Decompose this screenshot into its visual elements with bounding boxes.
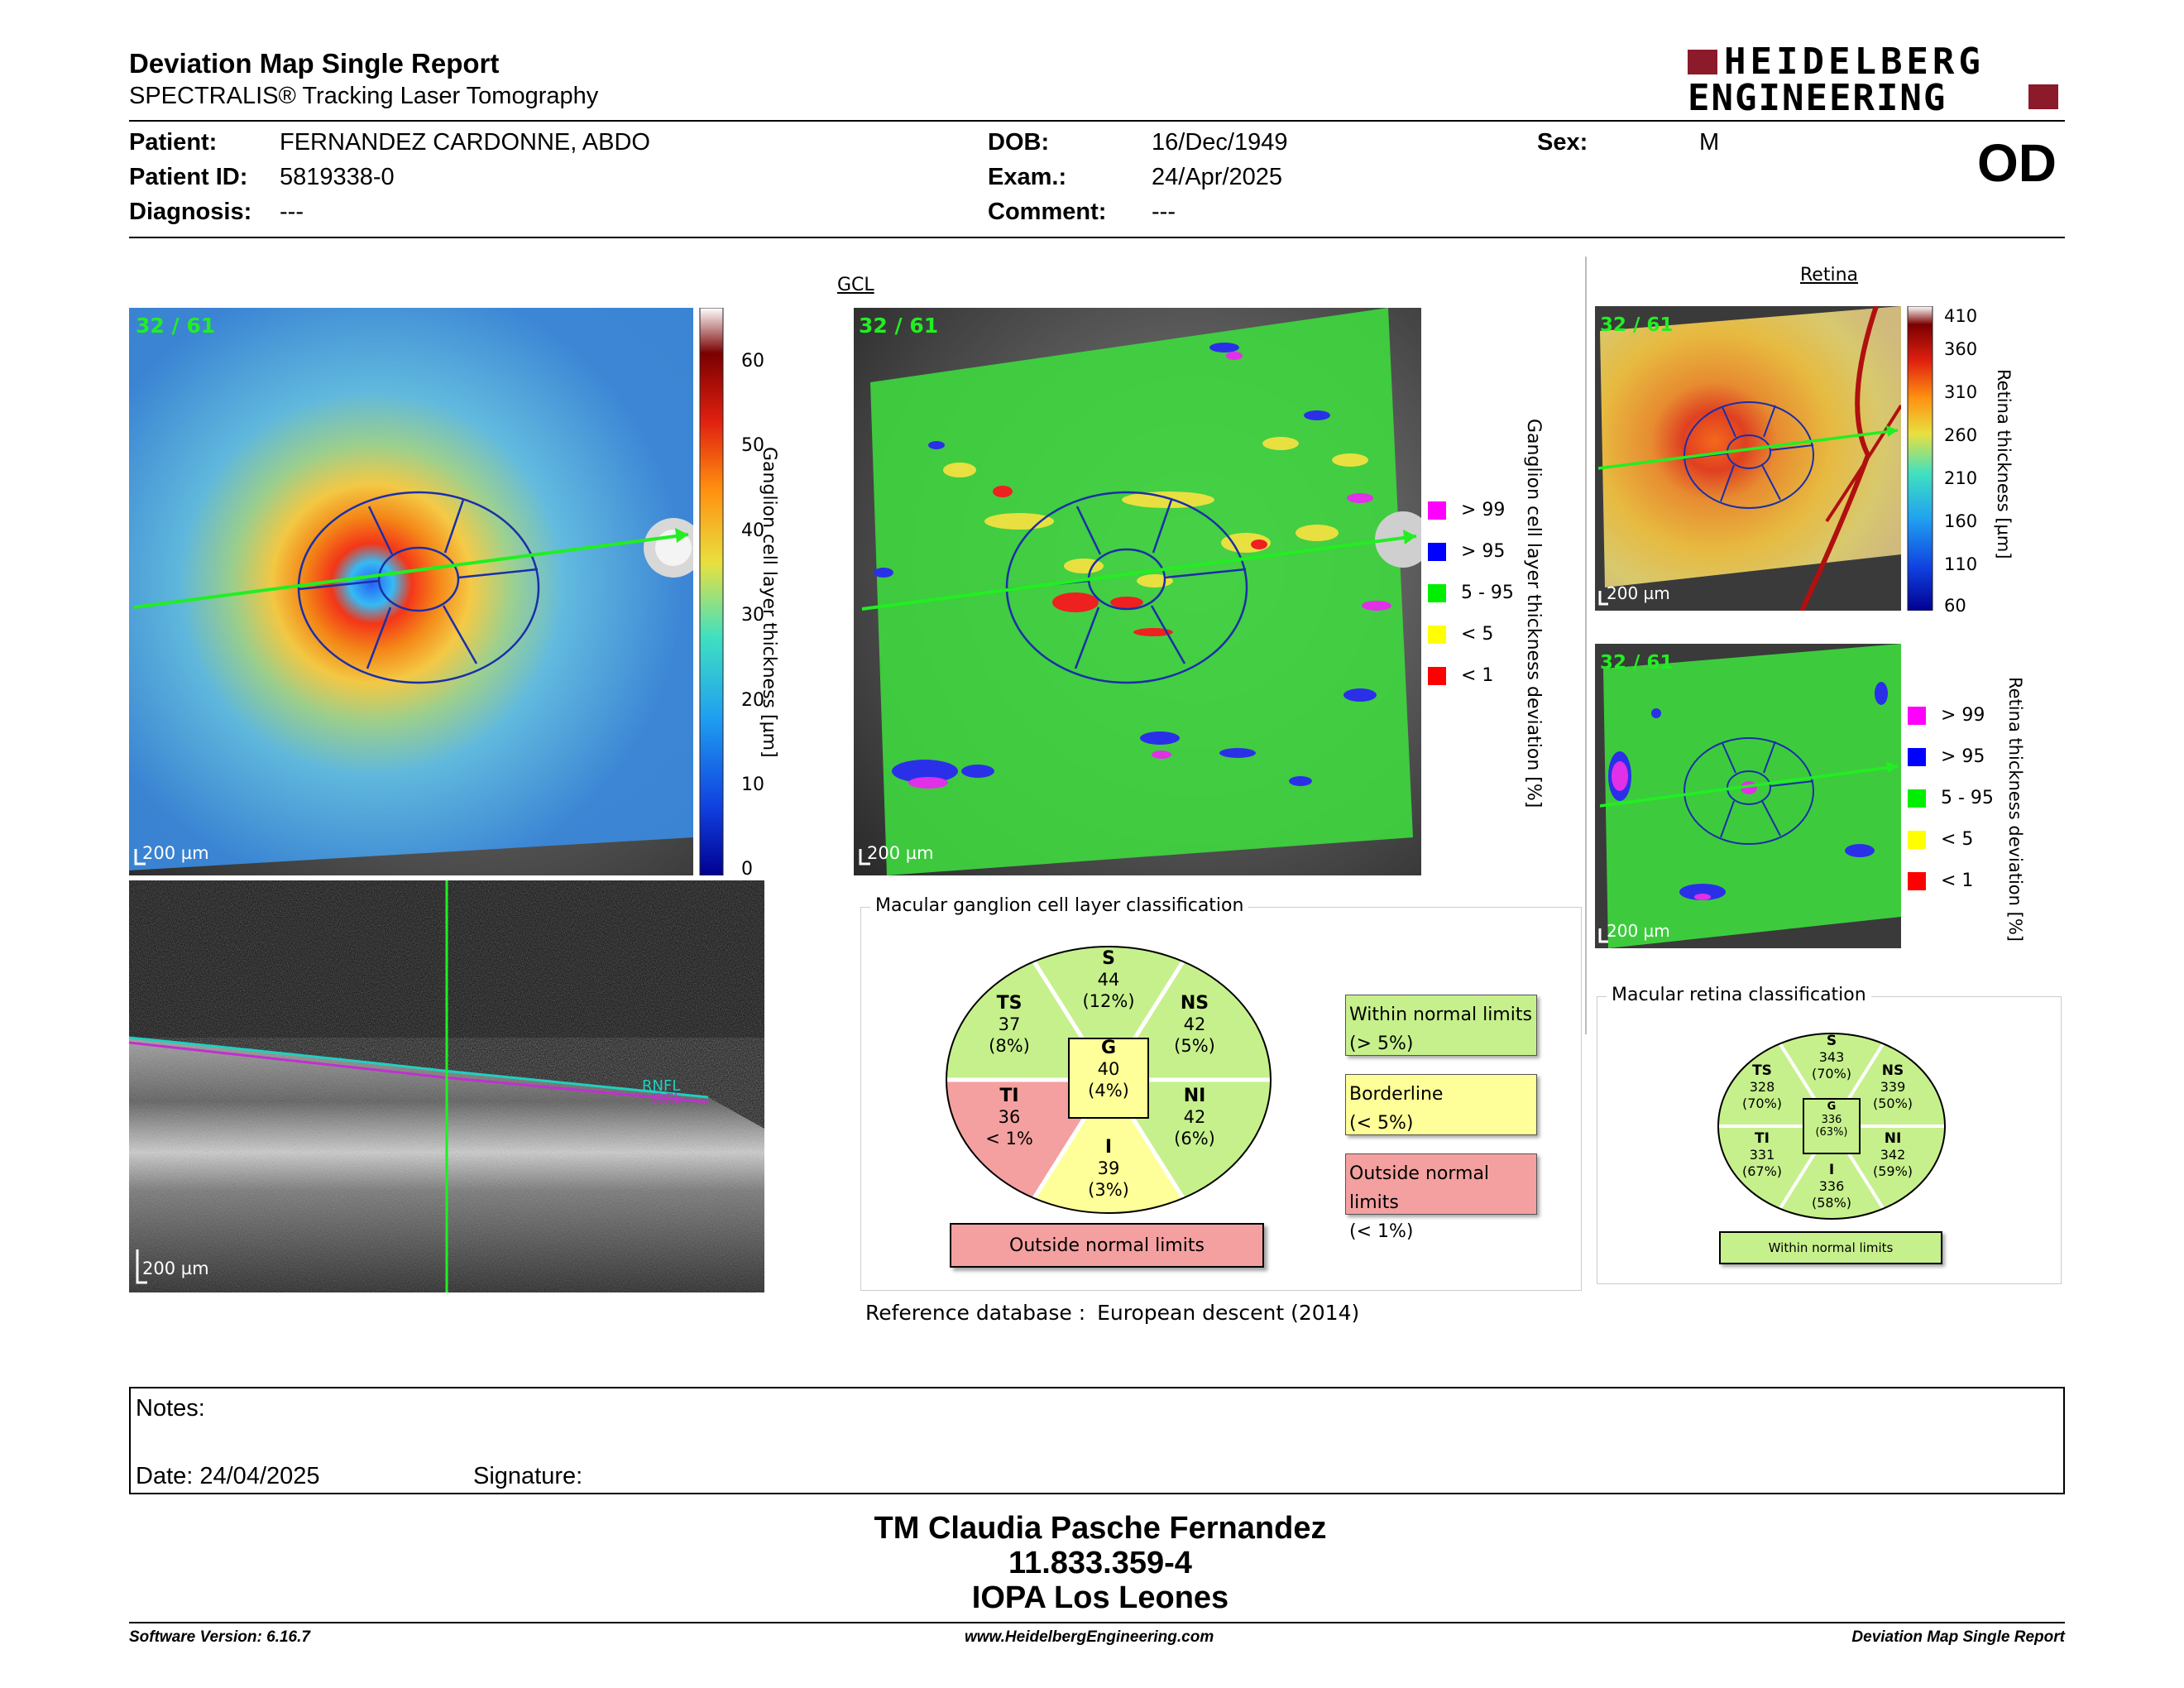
retina-thickness-scale [1906, 306, 1939, 611]
diagnosis-value: --- [280, 199, 304, 225]
sector-name: I [1828, 1162, 1835, 1178]
deviation-legend-item [1908, 746, 1985, 767]
class-legend-item [1345, 995, 1537, 1056]
retina-deviation-axis-label: Retina thickness deviation [%] [2005, 677, 2025, 942]
gcl-scale-tick: 20 [741, 690, 764, 711]
sector-pct: (59%) [1872, 1163, 1913, 1179]
sector-i [1807, 1162, 1856, 1211]
sector-name: NI [1884, 1130, 1902, 1147]
gcl-classification-title: Macular ganglion cell layer classification [870, 895, 1248, 916]
retina-scale-tick: 410 [1944, 306, 1978, 326]
sector-pct: (63%) [1815, 1126, 1848, 1139]
deviation-label: < 1 [1461, 665, 1494, 686]
retina-scale-tick: 160 [1944, 511, 1978, 531]
sector-pct: (4%) [1088, 1080, 1129, 1101]
sector-i [1067, 1137, 1150, 1201]
retina-deviation-map [1595, 644, 1901, 948]
sector-value: 336 [1821, 1113, 1842, 1126]
scale-label-ret-dev: 200 µm [1607, 921, 1670, 941]
deviation-legend-item [1908, 829, 1973, 850]
gcl-scale-tick: 30 [741, 605, 764, 626]
diagnosis-label: Diagnosis: [129, 199, 252, 225]
gcl-deviation-axis-label: Ganglion cell layer thickness deviation [%] [1523, 419, 1544, 808]
gcl-scale-tick: 0 [741, 859, 753, 880]
gcl-deviation-map [854, 308, 1421, 875]
sector-ns [1868, 1062, 1918, 1111]
sector-pct: (70%) [1741, 1095, 1783, 1111]
scale-label-gcl: 200 µm [142, 843, 209, 863]
sector-s [1067, 948, 1150, 1012]
deviation-swatch [1908, 831, 1926, 849]
sector-pct: (8%) [989, 1035, 1030, 1056]
frame-counter-gcl-dev: 32 / 61 [859, 314, 939, 338]
frame-counter-gcl: 32 / 61 [136, 314, 216, 338]
sector-pct: (70%) [1811, 1065, 1852, 1081]
sector-ts [968, 993, 1051, 1057]
retina-scale-tick: 210 [1944, 468, 1978, 488]
class-legend-line1: Within normal limits [1349, 1005, 1532, 1025]
notes-label: Notes: [136, 1395, 205, 1422]
eye-label: OD [1977, 133, 2057, 193]
sector-pct: (6%) [1174, 1128, 1215, 1149]
deviation-label: > 99 [1941, 705, 1985, 726]
deviation-label: > 95 [1941, 746, 1985, 767]
sector-ti [1737, 1130, 1787, 1179]
gcl-thickness-map [129, 308, 693, 875]
deviation-swatch [1428, 501, 1446, 520]
footer-report: Deviation Map Single Report [1851, 1628, 2065, 1646]
sector-pct: (58%) [1811, 1194, 1852, 1211]
deviation-swatch [1428, 626, 1446, 644]
retina-scale-ticks [1944, 306, 1994, 616]
sector-s [1807, 1033, 1856, 1081]
gcl-scale-tick: 50 [741, 435, 764, 456]
sector-name: G [1100, 1038, 1117, 1058]
retina-result-badge [1719, 1231, 1942, 1264]
sector-value: 339 [1880, 1079, 1906, 1096]
deviation-legend-item [1428, 541, 1505, 562]
deviation-label: < 5 [1461, 624, 1494, 645]
retina-scale-tick: 110 [1944, 554, 1978, 574]
sector-name: NS [1180, 993, 1209, 1014]
sector-g [1067, 1038, 1150, 1101]
comment-label: Comment: [988, 199, 1107, 225]
signature-institution: IOPA Los Leones [971, 1580, 1229, 1615]
gcl-scale-tick: 40 [741, 520, 764, 541]
deviation-legend-item [1908, 788, 1994, 808]
gcl-scale-tick: 10 [741, 774, 764, 795]
signature-id: 11.833.359-4 [1008, 1546, 1192, 1580]
patient-label: Patient: [129, 129, 218, 156]
footer-software: Software Version: 6.16.7 [129, 1628, 310, 1646]
sex-label: Sex: [1537, 129, 1588, 156]
deviation-swatch [1908, 748, 1926, 766]
sector-ni [1153, 1086, 1236, 1149]
reference-database [865, 1301, 1359, 1325]
gcl-scale-tick: 60 [741, 351, 764, 372]
reference-label: Reference database : [865, 1301, 1086, 1325]
gcl-title: GCL [837, 275, 874, 295]
deviation-legend-item [1428, 624, 1493, 645]
deviation-legend-item [1428, 500, 1505, 520]
frame-counter-ret: 32 / 61 [1600, 314, 1674, 336]
heidelberg-logo [1688, 41, 2068, 119]
sector-ts [1737, 1062, 1787, 1111]
report-subtitle: SPECTRALIS® Tracking Laser Tomography [129, 83, 599, 109]
sector-name: NI [1183, 1086, 1206, 1106]
sector-value: 42 [1183, 1014, 1206, 1035]
deviation-swatch [1908, 707, 1926, 725]
deviation-swatch [1908, 872, 1926, 890]
reference-value: European descent (2014) [1097, 1301, 1360, 1325]
exam-value: 24/Apr/2025 [1152, 164, 1283, 190]
class-legend-line2: (< 5%) [1349, 1113, 1414, 1134]
deviation-legend-item [1428, 665, 1493, 686]
deviation-swatch [1908, 789, 1926, 808]
sector-pct: (12%) [1082, 990, 1135, 1011]
report-title: Deviation Map Single Report [129, 48, 500, 79]
sector-pct: (67%) [1741, 1163, 1783, 1179]
deviation-legend-item [1428, 583, 1514, 603]
class-legend-line1: Outside normal limits [1349, 1163, 1490, 1214]
notes-signature: Signature: [473, 1463, 583, 1489]
sector-name: TS [1752, 1062, 1772, 1079]
retina-scale-tick: 360 [1944, 339, 1978, 359]
deviation-label: > 95 [1461, 541, 1506, 562]
deviation-swatch [1428, 584, 1446, 602]
sector-value: 40 [1097, 1059, 1120, 1080]
sector-name: TS [996, 993, 1023, 1014]
patient-id-label: Patient ID: [129, 164, 248, 190]
sector-value: 336 [1818, 1178, 1845, 1195]
sector-value: 36 [998, 1107, 1021, 1128]
exam-label: Exam.: [988, 164, 1067, 190]
dob-label: DOB: [988, 129, 1050, 156]
sector-pct: (50%) [1872, 1095, 1913, 1111]
signature-name: TM Claudia Pasche Fernandez [874, 1511, 1327, 1546]
sector-value: 328 [1749, 1079, 1775, 1096]
deviation-label: > 99 [1461, 500, 1506, 520]
logo-line1: HEIDELBERG [1724, 41, 1985, 83]
gcl-result-badge [950, 1223, 1264, 1268]
deviation-label: 5 - 95 [1461, 583, 1514, 603]
retina-scale-tick: 60 [1944, 596, 1966, 616]
retina-result-text: Within normal limits [1768, 1240, 1894, 1255]
sector-name: S [1102, 948, 1115, 969]
sector-name: TI [999, 1086, 1019, 1106]
deviation-label: < 5 [1941, 829, 1974, 850]
retina-title: Retina [1800, 265, 1858, 285]
patient-id: 5819338-0 [280, 164, 395, 190]
sector-name: S [1826, 1033, 1837, 1049]
retina-scale-tick: 310 [1944, 382, 1978, 402]
sector-pct: (5%) [1174, 1035, 1215, 1056]
rnfl-label: RNFL [642, 1077, 681, 1095]
scale-label-gcl-dev: 200 µm [867, 843, 934, 863]
retina-thickness-map [1595, 306, 1901, 611]
sector-value: 42 [1183, 1107, 1206, 1128]
notes-box[interactable] [129, 1387, 2065, 1494]
deviation-swatch [1428, 667, 1446, 685]
sector-ns [1153, 993, 1236, 1057]
scale-label-ret: 200 µm [1607, 583, 1670, 603]
sector-value: 342 [1880, 1147, 1906, 1163]
class-legend-item [1345, 1074, 1537, 1135]
sector-pct: < 1% [985, 1128, 1033, 1149]
comment-value: --- [1152, 199, 1176, 225]
frame-counter-ret-dev: 32 / 61 [1600, 652, 1674, 674]
class-legend-line1: Borderline [1349, 1084, 1444, 1105]
class-legend-line2: (< 1%) [1349, 1221, 1414, 1243]
sector-name: G [1827, 1101, 1837, 1113]
sector-value: 37 [998, 1014, 1021, 1035]
sector-value: 44 [1097, 970, 1120, 990]
sector-value: 343 [1818, 1049, 1845, 1066]
patient-name: FERNANDEZ CARDONNE, ABDO [280, 129, 650, 156]
deviation-label: 5 - 95 [1941, 788, 1994, 808]
logo-line2: ENGINEERING [1688, 77, 1947, 119]
sector-g [1807, 1101, 1856, 1139]
gcl-label: GCL [652, 1091, 682, 1108]
sector-value: 331 [1749, 1147, 1775, 1163]
deviation-legend-item [1908, 870, 1973, 891]
dob-value: 16/Dec/1949 [1152, 129, 1288, 156]
sector-name: I [1104, 1137, 1113, 1158]
deviation-legend-item [1908, 705, 1985, 726]
oct-bscan [129, 880, 764, 1292]
retina-scale-axis-label: Retina thickness [µm] [1994, 369, 2014, 559]
gcl-result-text: Outside normal limits [1009, 1235, 1205, 1256]
sector-ni [1868, 1130, 1918, 1179]
gcl-scale-axis-label: Ganglion cell layer thickness [µm] [759, 447, 779, 758]
sector-value: 39 [1097, 1158, 1120, 1179]
class-legend-item [1345, 1153, 1537, 1243]
sector-name: NS [1881, 1062, 1904, 1079]
sex-value: M [1699, 129, 1720, 156]
sector-ti [968, 1086, 1051, 1149]
deviation-label: < 1 [1941, 870, 1974, 891]
retina-classification-title: Macular retina classification [1607, 985, 1871, 1005]
notes-date: Date: 24/04/2025 [136, 1463, 320, 1489]
footer-website[interactable]: www.HeidelbergEngineering.com [965, 1628, 1214, 1646]
deviation-swatch [1428, 543, 1446, 561]
scale-label-oct: 200 µm [142, 1259, 209, 1278]
retina-scale-tick: 260 [1944, 425, 1978, 445]
sector-name: TI [1755, 1130, 1770, 1147]
class-legend-line2: (> 5%) [1349, 1033, 1414, 1055]
sector-pct: (3%) [1088, 1179, 1129, 1200]
